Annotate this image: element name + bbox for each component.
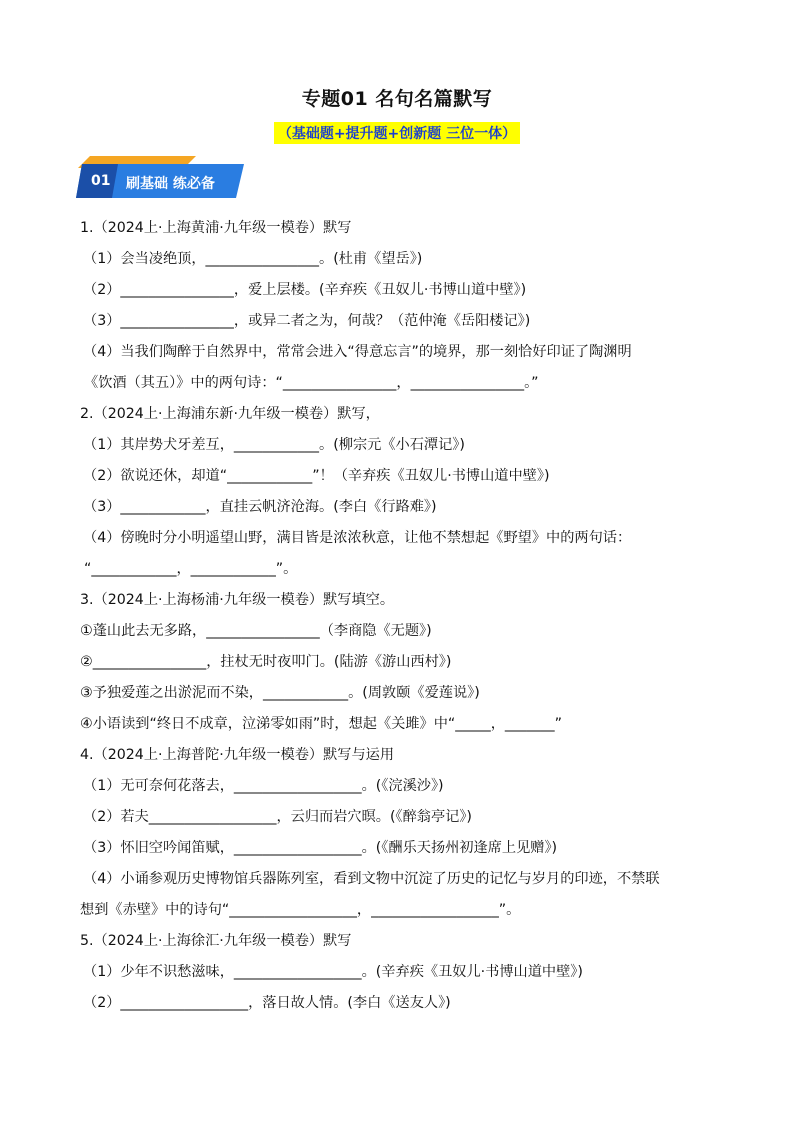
question-1 — [80, 213, 740, 399]
question-item: （2）若夫__________________，云归而岩穴暝。(《醉翁亭记》) — [83, 809, 472, 825]
question-item: （3）____________，直挂云帆济沧海。(李白《行路难》) — [83, 499, 437, 515]
question-head: 1.（2024上·上海黄浦·九年级一模卷）默写 — [80, 220, 352, 236]
question-item: 想到《赤壁》中的诗句“__________________，__________________”。 — [80, 902, 521, 918]
question-list — [80, 213, 740, 1019]
question-head: 2.（2024上·上海浦东新·九年级一模卷）默写， — [80, 406, 380, 422]
question-2 — [80, 399, 740, 585]
page-subtitle: （基础题+提升题+创新题 三位一体） — [274, 122, 520, 144]
question-item: 《饮酒（其五）》中的两句诗：“________________，________________。” — [84, 375, 539, 391]
question-5 — [80, 926, 740, 1019]
question-item: （4）傍晚时分小明遥望山野，满目皆是浓浓秋意，让他不禁想起《野望》中的两句话： — [83, 530, 632, 546]
page-title: 专题01 名句名篇默写 — [301, 88, 493, 110]
question-head: 5.（2024上·上海徐汇·九年级一模卷）默写 — [80, 933, 352, 949]
section-badge — [76, 156, 246, 200]
question-item: ①蓬山此去无多路，________________（李商隐《无题》) — [80, 623, 432, 639]
question-item: ④小语读到“终日不成章，泣涕零如雨”时，想起《关雎》中“_____，_______” — [80, 716, 562, 732]
question-item: （1）无可奈何花落去，__________________。(《浣溪沙》) — [83, 778, 444, 794]
section-label: 刷基础 练必备 — [126, 176, 215, 192]
question-item: （2）欲说还休，却道“____________”！（辛弃疾《丑奴儿·书博山道中壁》) — [83, 468, 550, 484]
question-item: （4）小诵参观历史博物馆兵器陈列室，看到文物中沉淀了历史的记忆与岁月的印迹，不禁联 — [83, 871, 660, 887]
question-item: （2）________________，爱上层楼。(辛弃疾《丑奴儿·书博山道中壁》) — [83, 282, 527, 298]
question-item: （4）当我们陶醉于自然界中，常常会进入“得意忘言”的境界，那一刻恰好印证了陶渊明 — [83, 344, 632, 360]
question-item: ②________________，拄杖无时夜叩门。(陆游《游山西村》) — [80, 654, 452, 670]
subtitle-container — [0, 122, 794, 144]
question-item: （3）________________，或异二者之为，何哉？（范仲淹《岳阳楼记》) — [83, 313, 531, 329]
question-3 — [80, 585, 740, 740]
question-item: （2）__________________，落日故人情。(李白《送友人》) — [83, 995, 451, 1011]
question-item: （1）会当凌绝顶，________________。(杜甫《望岳》) — [83, 251, 423, 267]
question-item: ③予独爱莲之出淤泥而不染，____________。(周敦颐《爱莲说》) — [80, 685, 480, 701]
question-4 — [80, 740, 740, 926]
section-number: 01 — [91, 173, 111, 189]
question-head: 3.（2024上·上海杨浦·九年级一模卷）默写填空。 — [80, 592, 395, 608]
question-item: （3）怀旧空吟闻笛赋，__________________。(《酬乐天扬州初逢席上见赠》) — [83, 840, 558, 856]
question-item: “____________，____________”。 — [84, 561, 298, 577]
question-item: （1）其岸势犬牙差互，____________。(柳宗元《小石潭记》) — [83, 437, 465, 453]
question-item: （1）少年不识愁滋味，__________________。(辛弃疾《丑奴儿·书博山道中壁》) — [83, 964, 583, 980]
question-head: 4.（2024上·上海普陀·九年级一模卷）默写与运用 — [80, 747, 395, 763]
